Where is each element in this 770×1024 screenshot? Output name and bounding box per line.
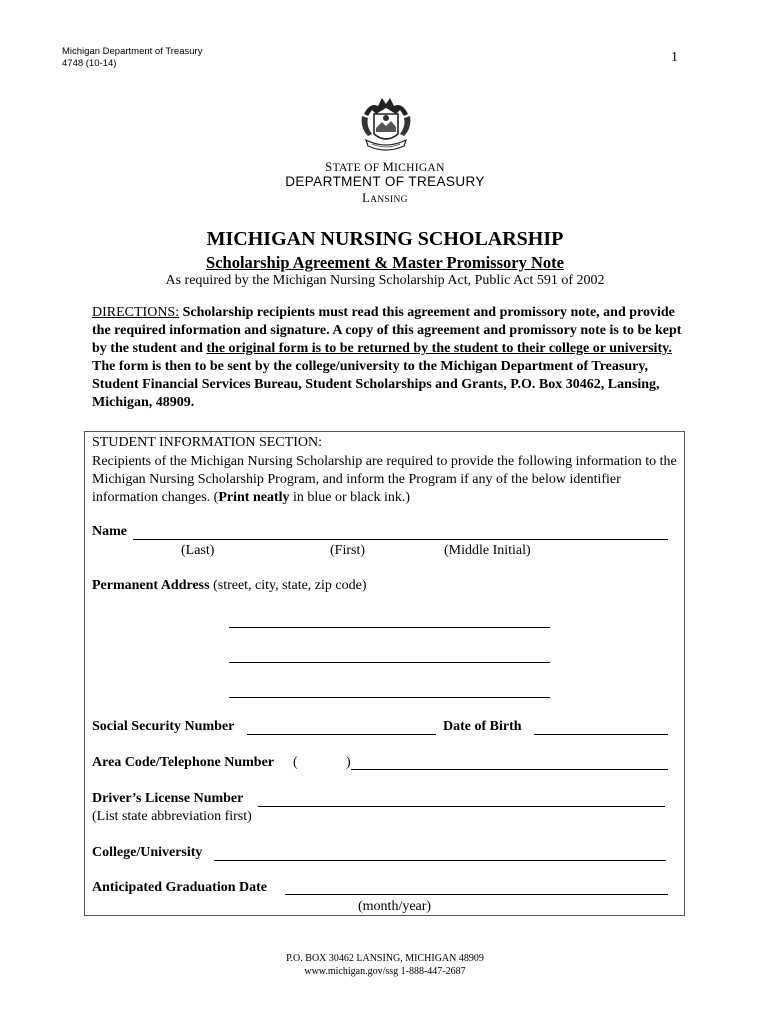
dob-label: Date of Birth: [443, 719, 522, 734]
address-line-2-field[interactable]: [229, 662, 550, 663]
license-field[interactable]: [258, 806, 665, 807]
act-reference: As required by the Michigan Nursing Scholarship Act, Public Act 591 of 2002: [165, 273, 605, 288]
name-field[interactable]: [133, 539, 668, 540]
state-seal-logo: [356, 94, 416, 154]
address-hint: (street, city, state, zip code): [209, 578, 367, 593]
section-intro: Recipients of the Michigan Nursing Scholarship are required to provide the following information to the Michigan Nursing Scholarship Program, and inform the Program if any of the below identifier information changes. (Print neatly in blue or black ink.): [92, 454, 677, 505]
form-header: [62, 46, 202, 70]
area-code-open-paren: (: [293, 755, 298, 770]
dob-field[interactable]: [534, 734, 668, 735]
footer-address: P.O. BOX 30462 LANSING, MICHIGAN 48909: [286, 953, 484, 964]
document-title: MICHIGAN NURSING SCHOLARSHIP: [206, 228, 564, 250]
return-instruction: the original form is to be returned by the student to their college or university.: [206, 341, 672, 356]
address-label-row: [92, 578, 367, 594]
form-number: 4748 (10-14): [62, 58, 117, 69]
phone-label: Area Code/Telephone Number: [92, 755, 274, 770]
license-hint: (List state abbreviation first): [92, 809, 252, 824]
name-label: Name: [92, 524, 127, 539]
area-code-close-paren: ): [346, 755, 351, 770]
state-name: STATE OF MICHIGAN: [325, 160, 445, 174]
footer-contact: www.michigan.gov/ssg 1-888-447-2687: [304, 966, 466, 977]
college-label: College/University: [92, 845, 203, 860]
document-subtitle: Scholarship Agreement & Master Promissory Note: [206, 253, 564, 272]
department-name: DEPARTMENT OF TREASURY: [285, 174, 485, 189]
address-line-1-field[interactable]: [229, 627, 550, 628]
city-name: LANSING: [362, 191, 408, 205]
ssn-field[interactable]: [247, 734, 436, 735]
address-label: Permanent Address: [92, 578, 210, 593]
address-line-3-field[interactable]: [229, 697, 550, 698]
section-heading: STUDENT INFORMATION SECTION:: [92, 435, 322, 450]
ssn-label: Social Security Number: [92, 719, 235, 734]
page-number: 1: [671, 50, 678, 65]
college-field[interactable]: [214, 860, 666, 861]
directions-label: DIRECTIONS:: [92, 305, 180, 320]
agency-name: Michigan Department of Treasury: [62, 46, 203, 57]
directions-paragraph: DIRECTIONS: Scholarship recipients must read this agreement and promissory note, and provide the required information and signature. A copy of this agreement and promissory note is to be kept by the student and the original form is to be returned by the student to their college or university. The form is then to be sent by the college/university to the Michigan Department of Treasury, Student Financial Services Bureau, Student Scholarships and Grants, P.O. Box 30462, Lansing, Michigan, 48909.: [92, 305, 682, 410]
phone-field[interactable]: [351, 769, 668, 770]
name-middle-hint: (Middle Initial): [444, 543, 531, 558]
graduation-label: Anticipated Graduation Date: [92, 880, 267, 895]
graduation-hint: (month/year): [358, 899, 432, 914]
name-first-hint: (First): [330, 543, 365, 558]
graduation-field[interactable]: [285, 894, 668, 895]
name-last-hint: (Last): [181, 543, 215, 558]
license-label: Driver’s License Number: [92, 791, 244, 806]
